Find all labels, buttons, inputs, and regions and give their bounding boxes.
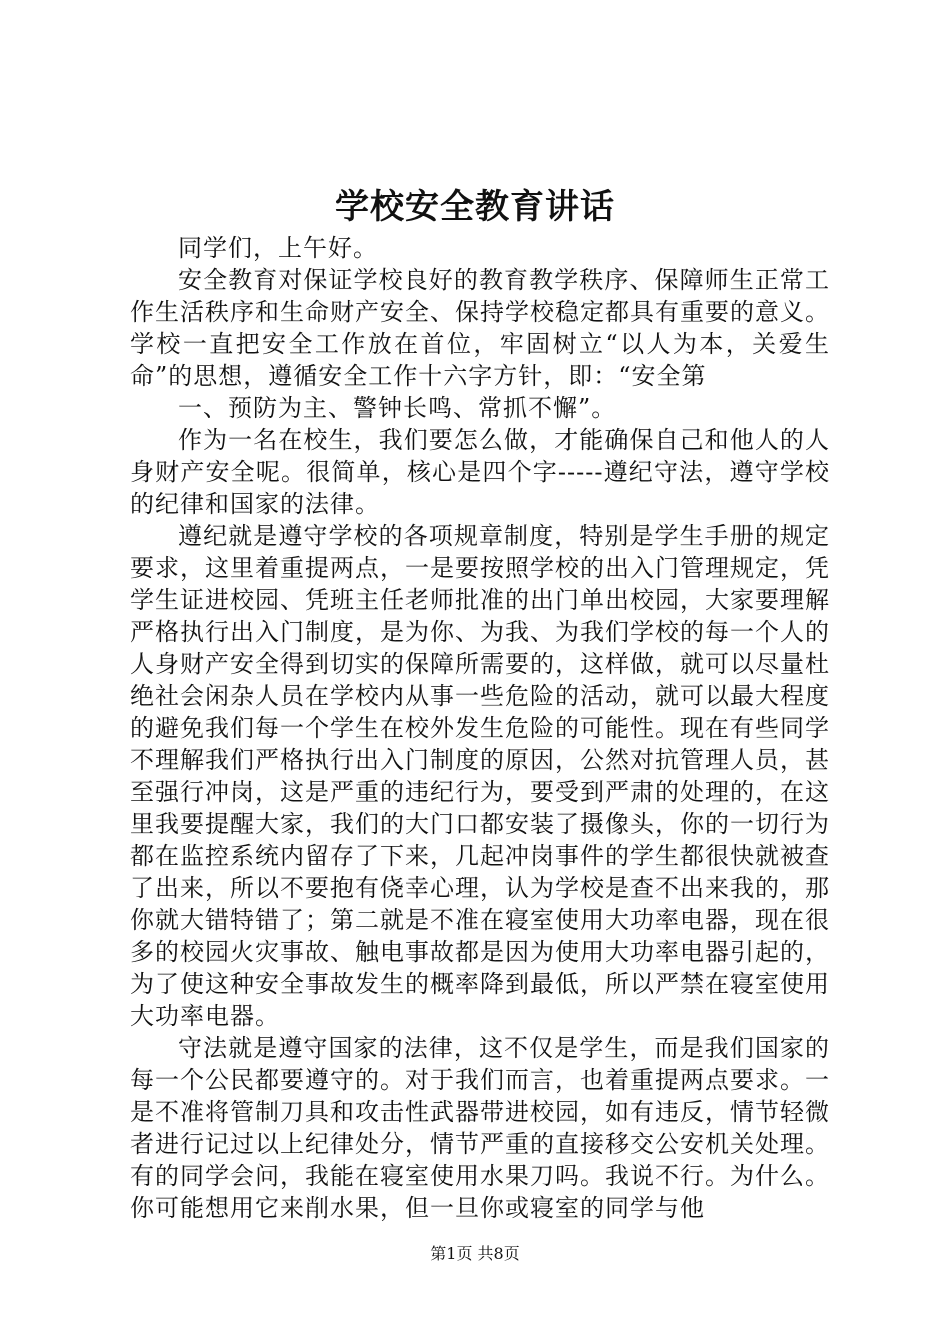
paragraph-core-principle: 作为一名在校生，我们要怎么做，才能确保自己和他人的人身财产安全呢。很简单，核心是四个字-----遵纪守法，遵守学校的纪律和国家的法律。 [130, 426, 830, 518]
paragraph-discipline: 遵纪就是遵守学校的各项规章制度，特别是学生手册的规定要求，这里着重提两点，一是要按照学校的出入门管理规定，凭学生证进校园、凭班主任老师批准的出门单出校园，大家要理解严格执行出入门制度，是为你、为我、为我们学校的每一个人的人身财产安全得到切实的保障所需要的，这样做，就可以尽量杜绝社会闲杂人员在学校内从事一些危险的活动，就可以最大程度的避免我们每一个学生在校外发生危险的可能性。现在有些同学不理解我们严格执行出入门制度的原因，公然对抗管理人员，甚至强行冲岗，这是严重的违纪行为，要受到严肃的处理的，在这里我要提醒大家，我们的大门口都安装了摄像头，你的一切行为都在监控系统内留存了下来，几起冲岗事件的学生都很快就被查了出来，所以不要抱有侥幸心理，认为学校是查不出来我的，那你就大错特错了；第二就是不准在寝室使用大功率电器，现在很多的校园火灾事故、触电事故都是因为使用大功率电器引起的，为了使这种安全事故发生的概率降到最低，所以严禁在寝室使用大功率电器。 [130, 522, 830, 1030]
page-footer: 第1页 共8页 [430, 1244, 520, 1263]
paragraph-law: 守法就是遵守国家的法律，这不仅是学生，而是我们国家的每一个公民都要遵守的。对于我们而言，也着重提两点要求。一是不准将管制刀具和攻击性武器带进校园，如有违反，情节轻微者进行记过以上纪律处分，情节严重的直接移交公安机关处理。有的同学会问，我能在寝室使用水果刀吗。我说不行。为什么。你可能想用它来削水果，但一旦你或寝室的同学与他 [130, 1034, 830, 1222]
paragraph-safety-motto: 一、预防为主、警钟长鸣、常抓不懈”。 [178, 394, 617, 422]
paragraph-greeting: 同学们，上午好。 [178, 234, 378, 262]
document-title: 学校安全教育讲话 [335, 187, 615, 227]
document-body [130, 232, 830, 1224]
paragraph-safety-importance: 安全教育对保证学校良好的教育教学秩序、保障师生正常工作生活秩序和生命财产安全、保持学校稳定都具有重要的意义。学校一直把安全工作放在首位，牢固树立“以人为本，关爱生命”的思想，遵循安全工作十六字方针，即：“安全第 [130, 266, 830, 390]
